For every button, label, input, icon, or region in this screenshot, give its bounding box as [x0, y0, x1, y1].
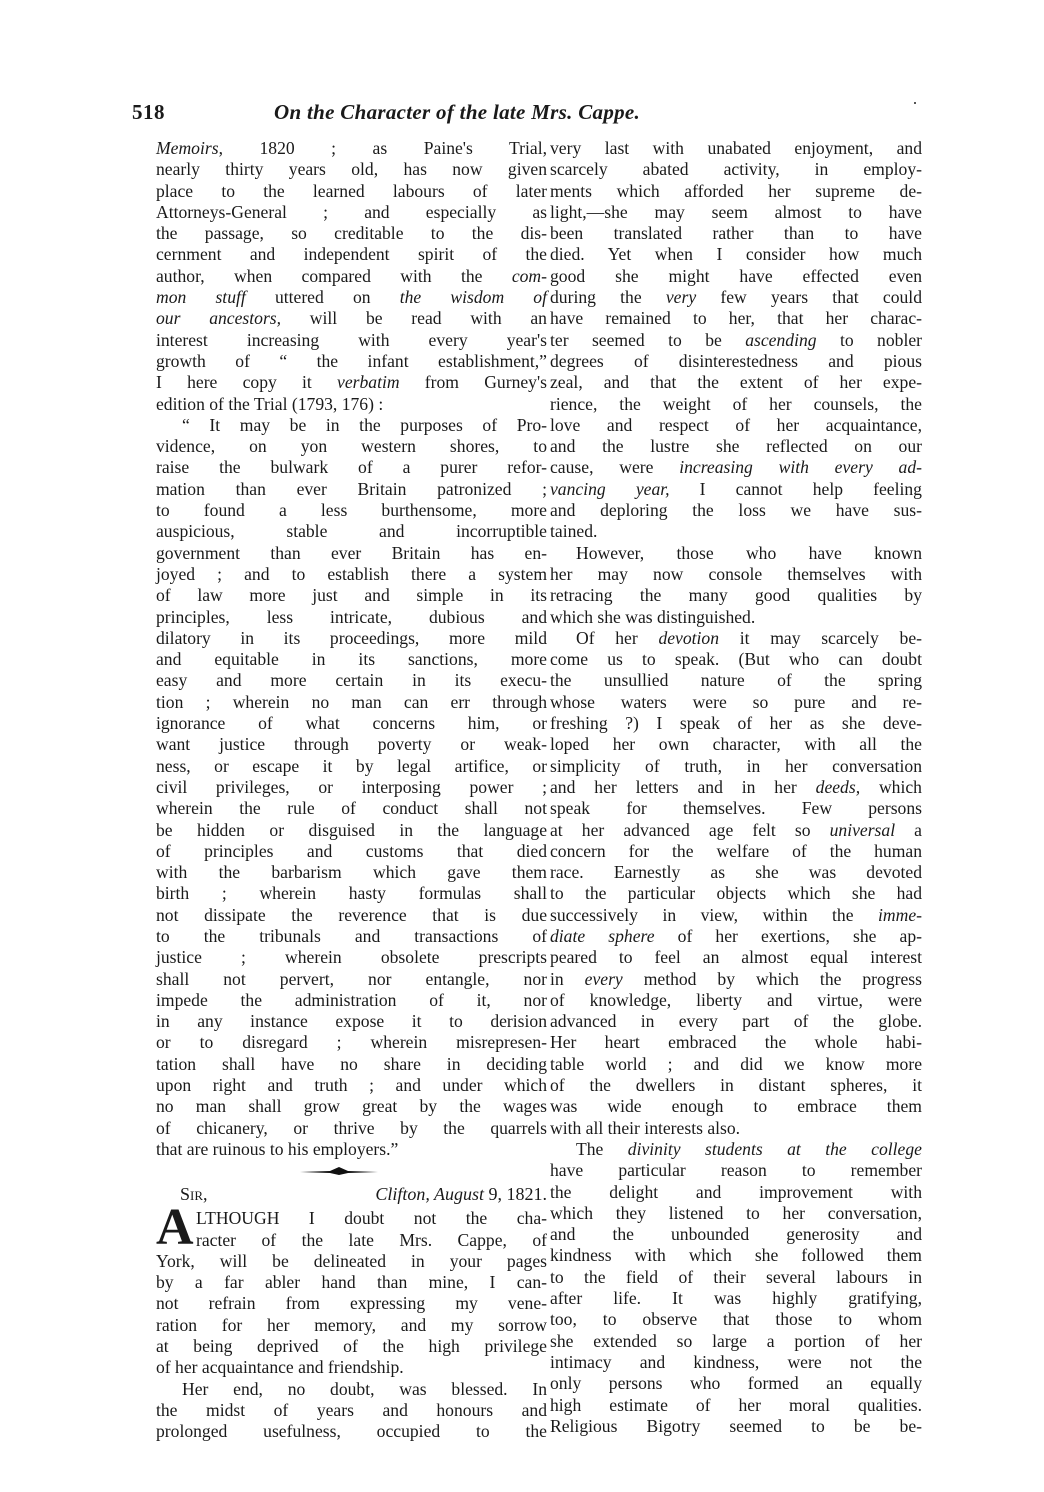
text-line: LTHOUGH I doubt not the cha- [196, 1208, 547, 1229]
text-line: our ancestors, will be read with an [156, 308, 547, 329]
italic-emphasis: deeds, [815, 776, 861, 797]
text-line: tion ; wherein no man can err through [156, 691, 547, 712]
text-line: York, will be delineated in your pages [156, 1250, 547, 1271]
text-line: scarcely abated activity, in employ- [550, 159, 922, 180]
text-line: light,—she may seem almost to have [550, 201, 922, 222]
text-line: with all their interests also. [550, 1117, 741, 1138]
text-line: I here copy it verbatim from Gurney's [156, 372, 547, 393]
text-line: Of her devotion it may scarcely be- [576, 627, 922, 648]
text-line: However, those who have known [576, 542, 922, 563]
print-speck [914, 102, 916, 104]
italic-emphasis: mon stuff [156, 287, 246, 308]
text-line: vancing year, I cannot help feeling [550, 478, 922, 499]
italic-emphasis: imme- [878, 904, 922, 925]
letter-dateline [156, 1184, 547, 1208]
text-line: which they listened to her conversation, [550, 1202, 922, 1223]
text-line: good she might have effected even [550, 265, 922, 286]
text-line: kindness with which she followed them [550, 1245, 922, 1266]
text-line: simplicity of truth, in her conversation [550, 755, 922, 776]
letter-opening [156, 1199, 547, 1442]
italic-emphasis: Memoirs [156, 138, 219, 158]
text-line: ness, or escape it by legal artifice, or [156, 755, 547, 776]
salutation: Sir, [180, 1184, 208, 1205]
text-line: place to the learned labours of later [156, 180, 547, 201]
text-line: have remained to her, that her charac- [550, 308, 922, 329]
section-divider-ornament [156, 1162, 547, 1184]
text-line: during the very few years that could [550, 287, 922, 308]
text-line: concern for the welfare of the human [550, 840, 922, 861]
italic-emphasis: ascending [745, 329, 817, 350]
text-line: and deploring the loss we have sus- [550, 500, 922, 521]
text-line: Religious Bigotry seemed to be be- [550, 1415, 922, 1436]
text-line: the delight and improvement with [550, 1181, 922, 1202]
text-line: Attorneys-General ; and especially as [156, 201, 547, 222]
text-line: upon right and truth ; and under which [156, 1075, 547, 1096]
text-line: tained. [550, 521, 598, 542]
text-line: or to disregard ; wherein misrepresen- [156, 1032, 547, 1053]
divider-rule-icon [300, 1166, 378, 1176]
date-numerals: 9, 1821. [484, 1184, 547, 1205]
text-line: freshing ?) I speak of her as she deve- [550, 713, 922, 734]
italic-emphasis: verbatim [337, 372, 400, 393]
text-line: been translated rather than to have [550, 223, 922, 244]
text-line: zeal, and that the extent of her expe- [550, 372, 922, 393]
text-line: and her letters and in her deeds, which [550, 776, 922, 797]
text-line: birth ; wherein hasty formulas shall [156, 883, 547, 904]
italic-emphasis: increasing with every ad- [679, 457, 922, 478]
text-line: of knowledge, liberty and virtue, were [550, 989, 922, 1010]
text-line: nearly thirty years old, has now given [156, 159, 547, 180]
text-line: only persons who formed an equally [550, 1373, 922, 1394]
italic-emphasis: every [584, 968, 623, 989]
text-line: the midst of years and honours and [156, 1399, 547, 1420]
italic-emphasis: the wisdom of [399, 287, 547, 308]
text-line: Memoirs, 1820 ; as Paine's Trial, [156, 138, 547, 158]
text-line: no man shall grow great by the wages [156, 1096, 547, 1117]
text-line: mon stuff uttered on the wisdom of [156, 287, 547, 308]
text-line: prolonged usefulness, occupied to the [156, 1421, 547, 1442]
text-line: raise the bulwark of a purer refor- [156, 457, 547, 478]
text-line: wherein the rule of conduct shall not [156, 798, 547, 819]
text-line: she extended so large a portion of her [550, 1330, 922, 1351]
text-line: ter seemed to be ascending to nobler [550, 329, 922, 350]
text-line: Her heart embraced the whole habi- [550, 1032, 922, 1053]
text-line: impede the administration of it, nor [156, 989, 547, 1010]
text-line: successively in view, within the imme- [550, 904, 922, 925]
text-line: want justice through poverty or weak- [156, 734, 547, 755]
text-line: at her advanced age felt so universal a [550, 819, 922, 840]
text-line: high estimate of her moral qualities. [550, 1394, 922, 1415]
text-line: justice ; wherein obsolete prescripts [156, 947, 547, 968]
page-header [132, 100, 922, 132]
text-line: the unsullied nature of the spring [550, 670, 922, 691]
text-line: of the dwellers in distant spheres, it [550, 1075, 922, 1096]
text-line: growth of “ the infant establishment,” [156, 350, 547, 371]
text-line: cause, were increasing with every ad- [550, 457, 922, 478]
text-line: race. Earnestly as she was devoted [550, 862, 922, 883]
text-line: intimacy and kindness, were not the [550, 1351, 922, 1372]
text-line: auspicious, stable and incorruptible [156, 521, 547, 542]
left-column [156, 138, 547, 1443]
text-line: government than ever Britain has en- [156, 542, 547, 563]
text-line: shall not pervert, nor entangle, nor [156, 968, 547, 989]
text-line: advanced in every part of the globe. [550, 1011, 922, 1032]
text-line: racter of the late Mrs. Cappe, of [196, 1229, 547, 1250]
text-line: rience, the weight of her counsels, the [550, 393, 922, 414]
text-line: very last with unabated enjoyment, and [550, 138, 922, 158]
text-line: in any instance expose it to derision [156, 1011, 547, 1032]
text-line: Her end, no doubt, was blessed. In [182, 1378, 547, 1399]
text-line: too, to observe that those to whom [550, 1309, 922, 1330]
page-number: 518 [132, 100, 165, 124]
text-line: The divinity students at the college [576, 1138, 922, 1159]
text-line: interest increasing with every year's [156, 329, 547, 350]
italic-emphasis: diate sphere [550, 925, 655, 946]
text-line: to the field of their several labours in [550, 1266, 922, 1287]
italic-emphasis: vancing year, [550, 478, 670, 499]
italic-emphasis: devotion [658, 627, 720, 648]
text-line: the passage, so creditable to the dis- [156, 223, 547, 244]
text-line: at being deprived of the high privilege [156, 1336, 547, 1357]
text-line: by a far abler hand than mine, I can- [156, 1272, 547, 1293]
text-line: ration for her memory, and my sorrow [156, 1314, 547, 1335]
text-line: and the unbounded generosity and [550, 1224, 922, 1245]
text-line: was wide enough to embrace them [550, 1096, 922, 1117]
text-line: that are ruinous to his employers.” [156, 1138, 399, 1159]
text-line: come us to speak. (But who can doubt [550, 649, 922, 670]
text-line: retracing the many good qualities by [550, 585, 922, 606]
text-line: degrees of disinterestedness and pious [550, 350, 922, 371]
text-line: and equitable in its sanctions, more [156, 649, 547, 670]
text-line: mation than ever Britain patronized ; [156, 478, 547, 499]
text-line: tation shall have no share in deciding [156, 1053, 547, 1074]
text-line: to found a less burthensome, more [156, 500, 547, 521]
text-line: with the barbarism which gave them [156, 862, 547, 883]
text-line: to the particular objects which she had [550, 883, 922, 904]
text-line: not dissipate the reverence that is due [156, 904, 547, 925]
text-line: table world ; and did we know more [550, 1053, 922, 1074]
text-line: dilatory in its proceedings, more mild [156, 627, 547, 648]
text-line: peared to feel an almost equal interest [550, 947, 922, 968]
text-line: of law more just and simple in its [156, 585, 547, 606]
italic-emphasis: our ancestors, [156, 308, 282, 329]
text-line: ignorance of what concerns him, or [156, 713, 547, 734]
italic-emphasis: divinity students at the college [627, 1138, 922, 1159]
text-line: speak for themselves. Few persons [550, 798, 922, 819]
drop-cap: A [156, 1199, 194, 1257]
italic-emphasis: Clifton, August [375, 1184, 484, 1205]
text-line: easy and more certain in its execu- [156, 670, 547, 691]
text-line: of her acquaintance and friendship. [156, 1357, 404, 1378]
text-line: love and respect of her acquaintance, [550, 414, 922, 435]
text-line: diate sphere of her exertions, she ap- [550, 925, 922, 946]
text-line: be hidden or disguised in the language [156, 819, 547, 840]
text-line: which she was distinguished. [550, 606, 756, 627]
text-line: principles, less intricate, dubious and [156, 606, 547, 627]
italic-emphasis: universal [829, 819, 896, 840]
text-line: edition of the Trial (1793, 176) : [156, 393, 384, 414]
text-line: vidence, on yon western shores, to [156, 436, 547, 457]
text-line: whose waters were so pure and re- [550, 691, 922, 712]
text-line: to the tribunals and transactions of [156, 925, 547, 946]
right-column [550, 138, 922, 1437]
running-title: On the Character of the late Mrs. Cappe. [274, 100, 641, 124]
text-line: and the lustre she reflected on our [550, 436, 922, 457]
text-line: have particular reason to remember [550, 1160, 922, 1181]
text-line: cernment and independent spirit of the [156, 244, 547, 265]
italic-emphasis: com- [511, 265, 547, 286]
text-line: loped her own character, with all the [550, 734, 922, 755]
text-line: of chicanery, or thrive by the quarrels [156, 1117, 547, 1138]
italic-emphasis: very [665, 287, 697, 308]
text-line: ments which afforded her supreme de- [550, 180, 922, 201]
text-line: of principles and customs that died [156, 840, 547, 861]
text-line: author, when compared with the com- [156, 265, 547, 286]
text-line: civil privileges, or interposing power ; [156, 776, 547, 797]
text-line: joyed ; and to establish there a system [156, 563, 547, 584]
text-line: “ It may be in the purposes of Pro- [182, 414, 547, 435]
text-line: after life. It was highly gratifying, [550, 1288, 922, 1309]
place-date [375, 1184, 547, 1205]
text-line: in every method by which the progress [550, 968, 922, 989]
text-line: not refrain from expressing my vene- [156, 1293, 547, 1314]
text-line: died. Yet when I consider how much [550, 244, 922, 265]
text-line: her may now console themselves with [550, 563, 922, 584]
